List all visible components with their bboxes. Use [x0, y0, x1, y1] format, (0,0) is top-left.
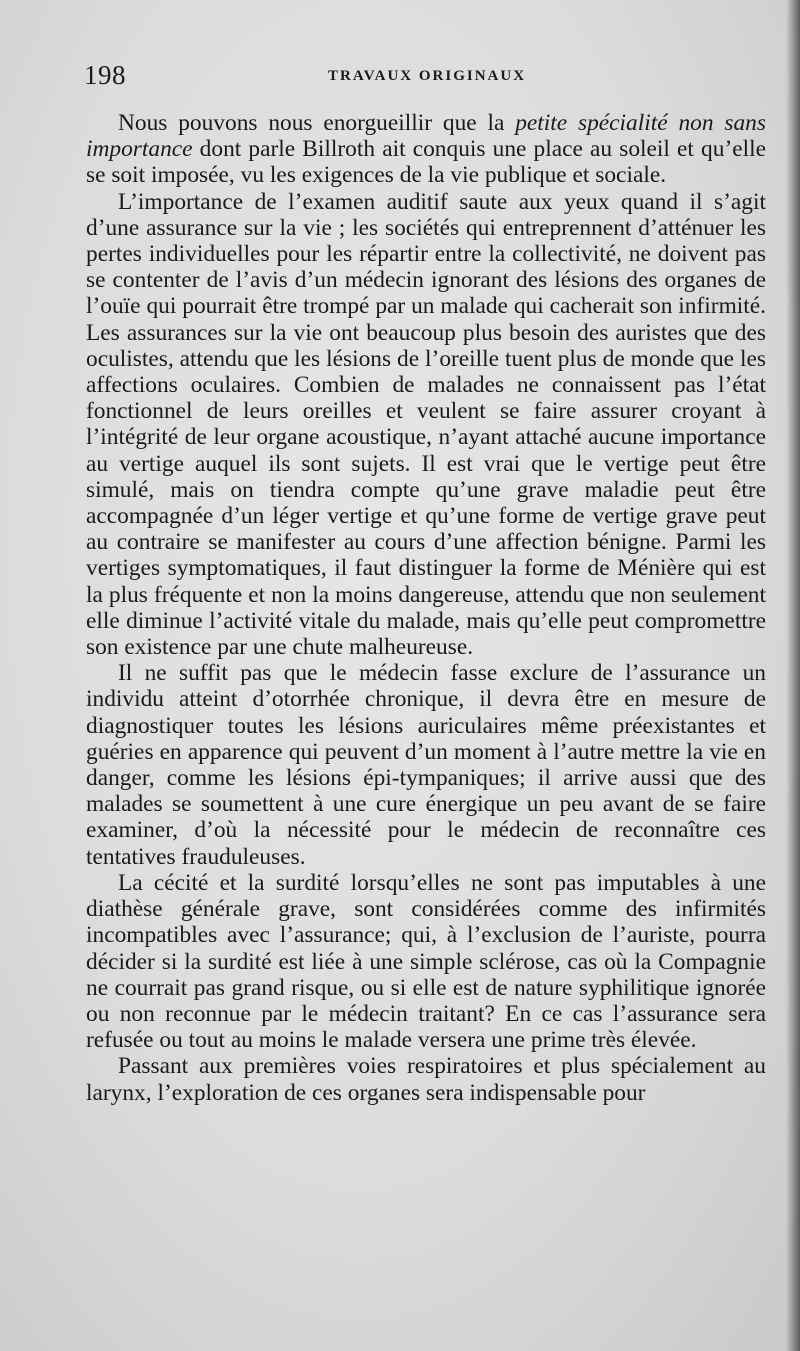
- body-text: [86, 110, 766, 1106]
- page-edge-shadow: [786, 0, 800, 1351]
- paragraph-2: L’importance de l’examen auditif saute aux yeux quand il s’agit d’une assurance sur la vie ; les sociétés qui entreprennent d’atténuer les pertes individuelles pour les répartir entre la collectivité, ne doivent pas se contenter de l’avis d’un médecin ignorant des lésions des organes de l’ouïe qui pourrait être trompé par un malade qui cacherait son infirmité. Les assurances sur la vie ont beaucoup plus besoin des auristes que des oculistes, attendu que les lésions de l’oreille tuent plus de monde que les affections oculaires. Combien de malades ne connaissent pas l’état fonctionnel de leurs oreilles et veulent se faire assurer croyant à l’intégrité de leur organe acoustique, n’ayant attaché aucune importance au vertige auquel ils sont sujets. Il est vrai que le vertige peut être simulé, mais on tiendra compte qu’une grave maladie peut être accompagnée d’un léger vertige et qu’une forme de vertige grave peut au contraire se manifester au cours d’une affection bénigne. Parmi les vertiges symptomatiques, il faut distinguer la forme de Ménière qui est la plus fréquente et non la moins dangereuse, attendu que non seulement elle diminue l’activité vitale du malade, mais qu’elle peut compromettre son existence par une chute malheureuse.: [86, 188, 766, 661]
- paragraph-3: Il ne suffit pas que le médecin fasse exclure de l’assurance un individu atteint d’otorrhée chronique, il devra être en mesure de diagnostiquer toutes les lésions auriculaires même préexistantes et guéries en apparence qui peuvent d’un moment à l’autre mettre la vie en danger, comme les lésions épi-tympaniques; il arrive aussi que des malades se soumettent à une cure énergique un peu avant de se faire examiner, d’où la nécessité pour le médecin de reconnaître ces tentatives frauduleuses.: [86, 660, 766, 870]
- paragraph-1-after: dont parle Billroth ait conquis une place au soleil et qu’elle se soit imposée, vu les exigences de la vie publique et sociale.: [86, 136, 766, 189]
- page-header: [84, 60, 774, 100]
- paragraph-4: La cécité et la surdité lorsqu’elles ne sont pas imputables à une diathèse générale grave, sont considérées comme des infirmités incompatibles avec l’assurance; qui, à l’exclusion de l’auriste, pourra décider si la surdité est liée à une simple sclérose, cas où la Compagnie ne courrait pas grand risque, ou si elle est de nature syphilitique ignorée ou non reconnue par le médecin traitant? En ce cas l’assurance sera refusée ou tout au moins le malade versera une prime très élevée.: [86, 869, 766, 1054]
- paragraph-5: Passant aux premières voies respiratoires et plus spécialement au larynx, l’exploration de ces organes sera indispensable pour: [86, 1053, 766, 1106]
- running-title: TRAVAUX ORIGINAUX: [328, 68, 527, 84]
- paragraph-1-emphasis: petite spécialité non sans importance: [86, 110, 766, 163]
- paragraph-1: [86, 110, 766, 189]
- page-number: 198: [84, 60, 126, 90]
- paragraph-1-before: Nous pouvons nous enorgueillir que la: [118, 110, 516, 136]
